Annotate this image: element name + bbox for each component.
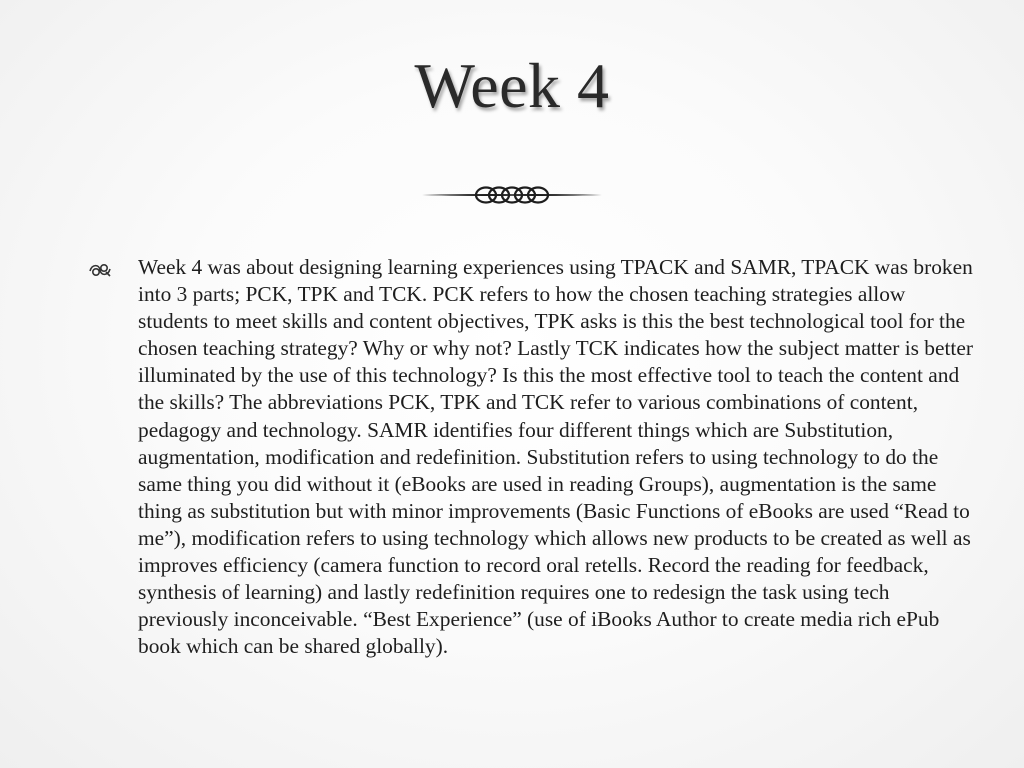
slide-title: Week 4 (414, 50, 610, 121)
bullet-ornament-icon (88, 260, 112, 280)
bullet-text: Week 4 was about designing learning experiences using TPACK and SAMR, TPACK was broken into 3 parts; PCK, TPK and TCK. PCK refers to how the chosen teaching strategies allow students to meet skills and content objectives, TPK asks is this the best technological tool for the chosen teaching strategy? Why or why not? Lastly TCK indicates how the subject matter is better illuminated by the use of this technology? Is this the most effective tool to teach the content and the skills? The abbreviations PCK, TPK and TCK refer to various combinations of content, pedagogy and technology. SAMR identifies four different things which are Substitution, augmentation, modification and redefinition. Substitution refers to using technology to do the same thing you did without it (eBooks are used in reading Groups), augmentation is the same thing as substitution but with minor improvements (Basic Functions of eBooks are used “Read to me”), modification refers to using technology which allows new products to be created as well as improves efficiency (camera function to record oral retells. Record the reading for feedback, synthesis of learning) and lastly redefinition requires one to redesign the task using tech previously inconceivable. “Best Experience” (use of iBooks Author to create media rich ePub book which can be shared globally). (138, 255, 973, 659)
scroll-ornament-divider-icon (420, 180, 604, 210)
